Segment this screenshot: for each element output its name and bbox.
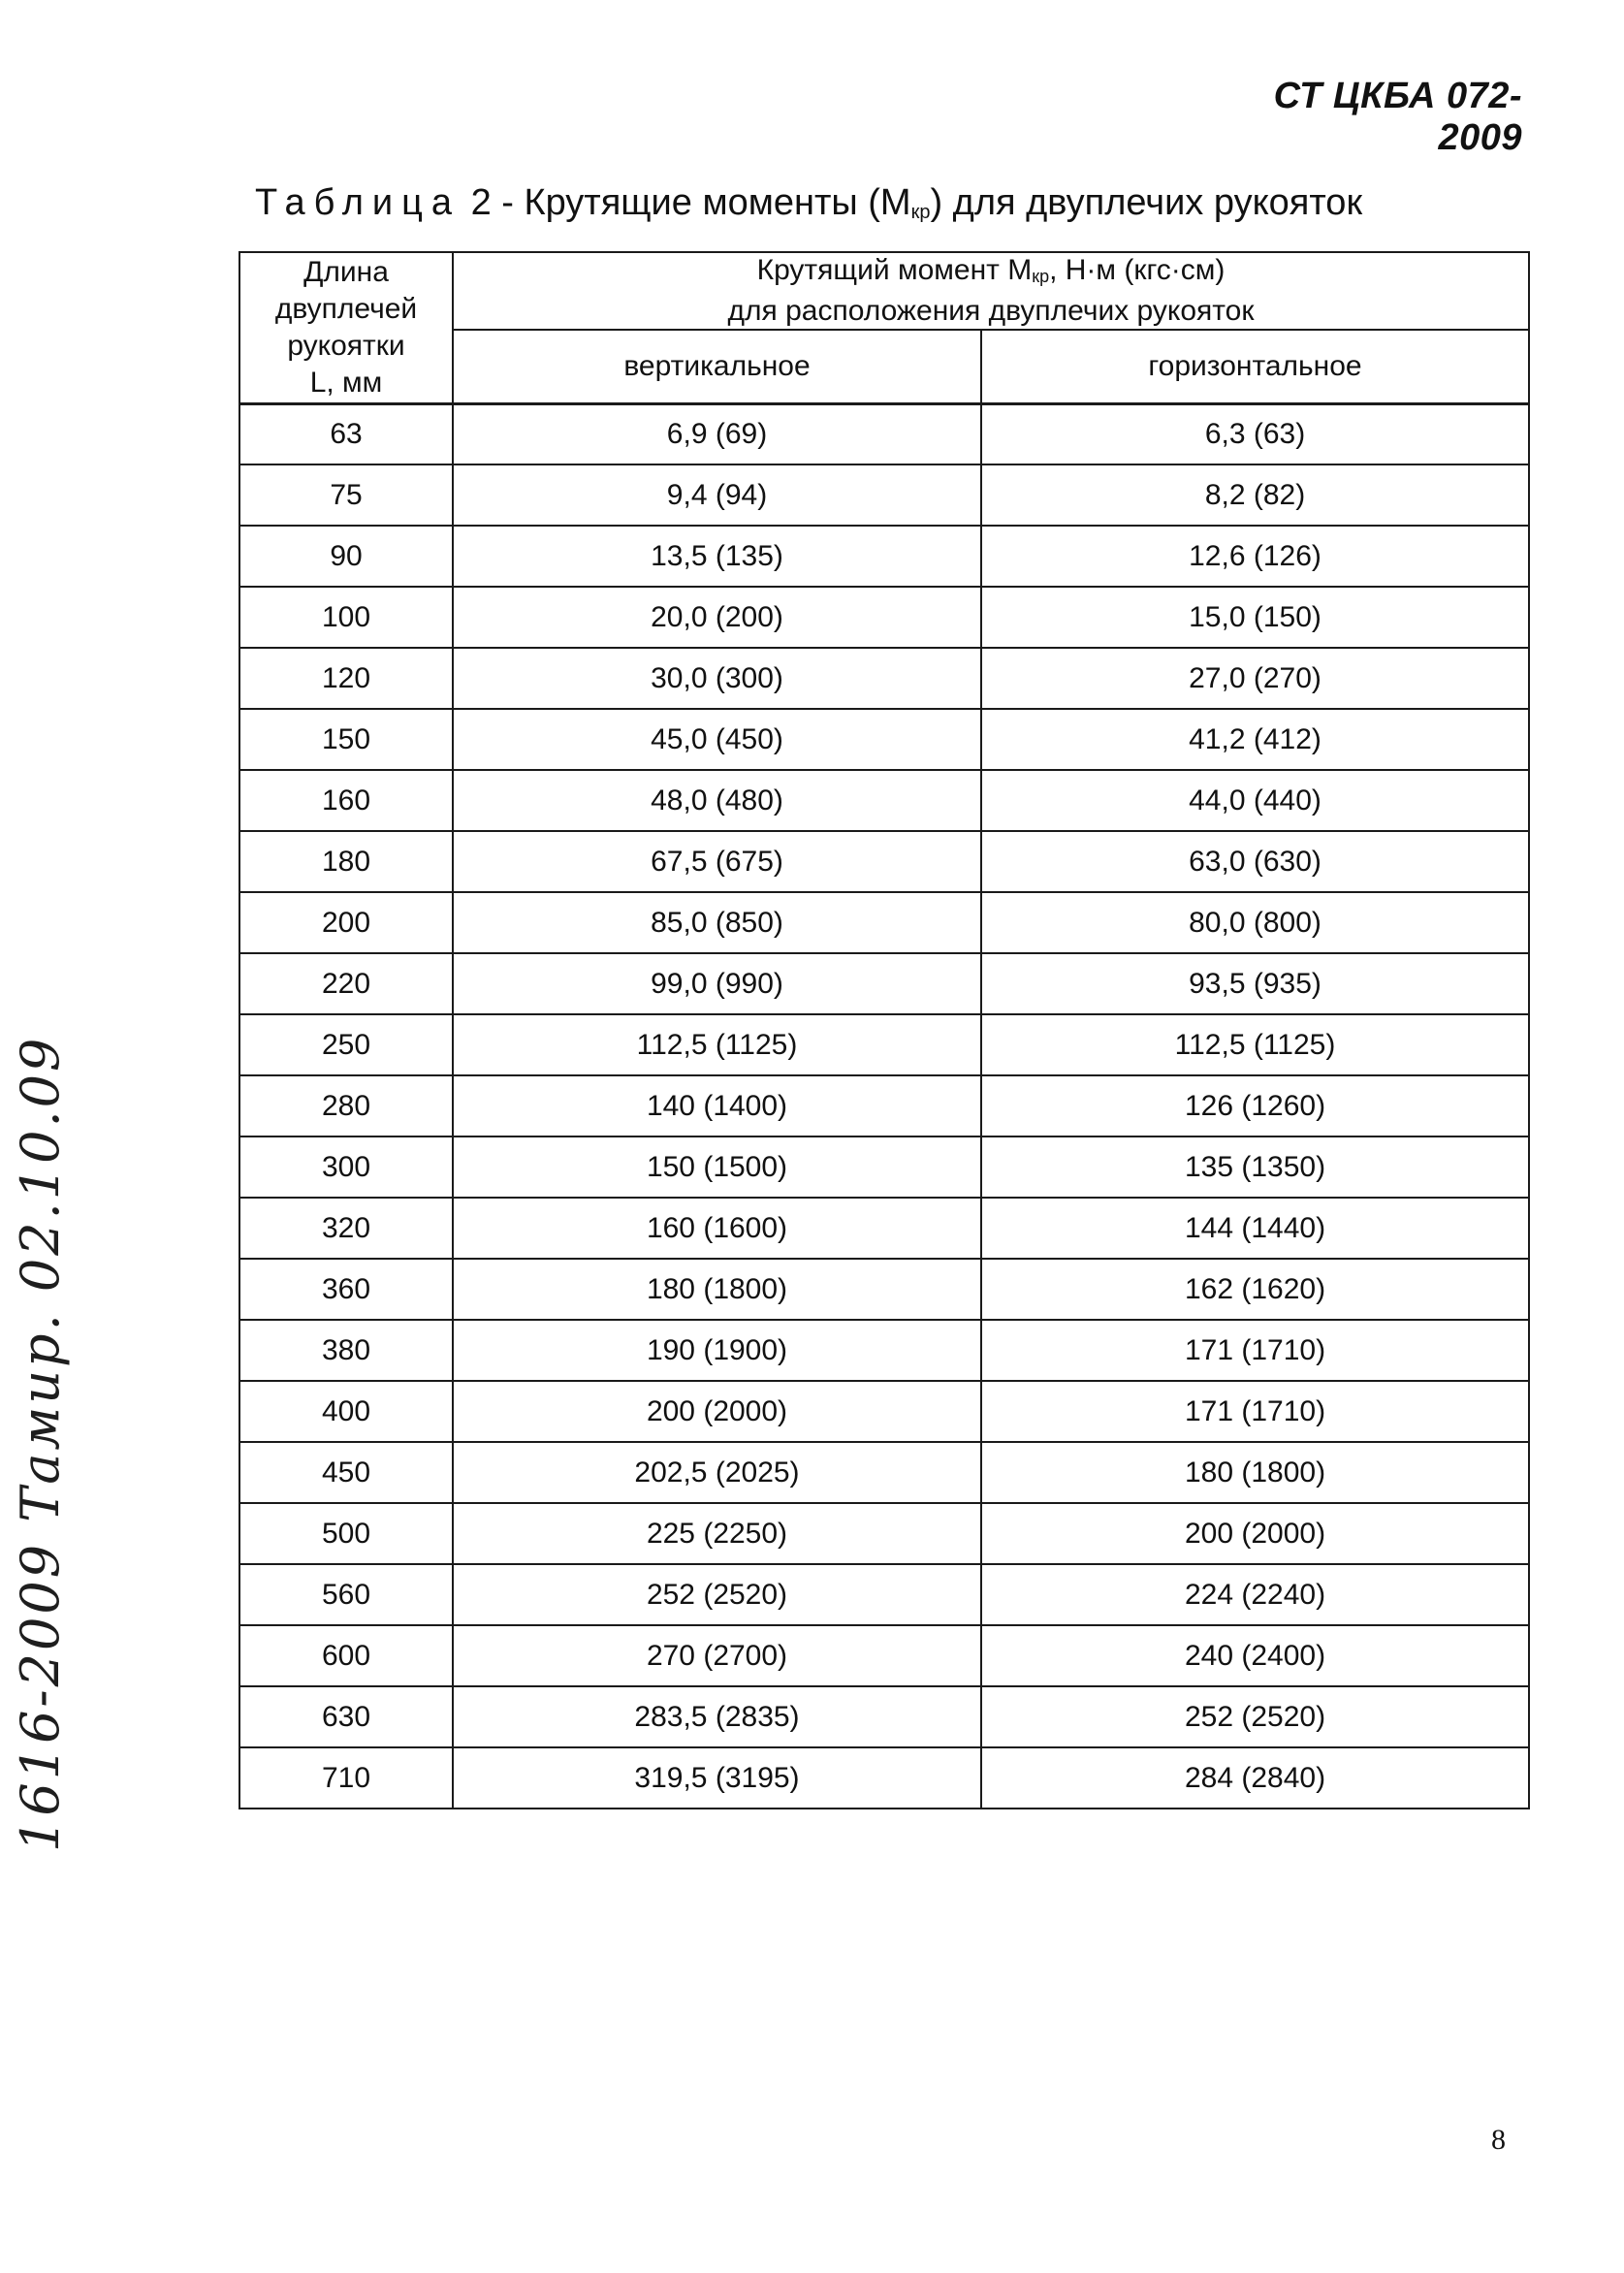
vertical-torque-cell: 252 (2520) [453,1564,981,1625]
table-row [239,709,1529,770]
length-cell: 380 [239,1320,453,1381]
length-cell: 280 [239,1075,453,1136]
horizontal-torque-cell: 6,3 (63) [981,403,1529,464]
horizontal-torque-cell: 8,2 (82) [981,464,1529,526]
table-row [239,1381,1529,1442]
horizontal-torque-cell: 93,5 (935) [981,953,1529,1014]
table-row [239,1564,1529,1625]
vertical-torque-cell: 200 (2000) [453,1381,981,1442]
torque-group-header: Крутящий момент $М_{кр}$, Н·м (кгс·см) для расположения двуплечих рукояток [453,252,1529,330]
horizontal-torque-cell: 27,0 (270) [981,648,1529,709]
length-cell: 710 [239,1747,453,1809]
vertical-torque-cell: 270 (2700) [453,1625,981,1686]
vertical-torque-cell: 85,0 (850) [453,892,981,953]
vertical-torque-cell: 140 (1400) [453,1075,981,1136]
table-row [239,1686,1529,1747]
table-row [239,648,1529,709]
horizontal-torque-cell: 126 (1260) [981,1075,1529,1136]
length-cell: 500 [239,1503,453,1564]
length-cell: 300 [239,1136,453,1198]
vertical-torque-cell: 30,0 (300) [453,648,981,709]
length-cell: 360 [239,1259,453,1320]
table-row [239,464,1529,526]
vertical-torque-cell: 180 (1800) [453,1259,981,1320]
horizontal-torque-cell: 144 (1440) [981,1198,1529,1259]
length-cell: 200 [239,892,453,953]
document-code: СТ ЦКБА 072-2009 [1273,76,1522,158]
vertical-torque-cell: 45,0 (450) [453,709,981,770]
page-number: 8 [1491,2124,1506,2156]
horizontal-torque-cell: 112,5 (1125) [981,1014,1529,1075]
table-title-lead: Таблица [255,182,461,223]
horizontal-torque-cell: 80,0 (800) [981,892,1529,953]
length-cell: 90 [239,526,453,587]
table-title [255,182,1362,224]
vertical-torque-cell: 6,9 (69) [453,403,981,464]
table-row [239,831,1529,892]
length-cell: 150 [239,709,453,770]
vertical-torque-cell: 48,0 (480) [453,770,981,831]
table-row [239,403,1529,464]
table-row [239,1747,1529,1809]
vertical-torque-cell: 160 (1600) [453,1198,981,1259]
table-row [239,1503,1529,1564]
vertical-torque-cell: 67,5 (675) [453,831,981,892]
length-cell: 180 [239,831,453,892]
table-row [239,1075,1529,1136]
horizontal-torque-cell: 12,6 (126) [981,526,1529,587]
horizontal-torque-cell: 240 (2400) [981,1625,1529,1686]
horizontal-torque-cell: 162 (1620) [981,1259,1529,1320]
length-cell: 450 [239,1442,453,1503]
vertical-torque-cell: 99,0 (990) [453,953,981,1014]
vertical-torque-cell: 9,4 (94) [453,464,981,526]
vertical-torque-cell: 150 (1500) [453,1136,981,1198]
horizontal-torque-cell: 63,0 (630) [981,831,1529,892]
length-cell: 120 [239,648,453,709]
length-cell: 630 [239,1686,453,1747]
handwritten-stamp-text: 1616-2009 Тамир. 02.10.09 [10,1035,71,1852]
table-row [239,587,1529,648]
length-cell: 220 [239,953,453,1014]
table-row [239,1320,1529,1381]
horizontal-torque-cell: 180 (1800) [981,1442,1529,1503]
horizontal-torque-cell: 135 (1350) [981,1136,1529,1198]
horizontal-torque-cell: 171 (1710) [981,1320,1529,1381]
length-cell: 250 [239,1014,453,1075]
vertical-torque-cell: 190 (1900) [453,1320,981,1381]
length-cell: 100 [239,587,453,648]
horizontal-torque-cell: 284 (2840) [981,1747,1529,1809]
table-row [239,953,1529,1014]
vertical-torque-cell: 20,0 (200) [453,587,981,648]
horizontal-column-header: горизонтальное [981,330,1529,403]
length-cell: 320 [239,1198,453,1259]
table-row [239,1625,1529,1686]
table-row [239,1014,1529,1075]
horizontal-torque-cell: 252 (2520) [981,1686,1529,1747]
table-row [239,1136,1529,1198]
length-cell: 400 [239,1381,453,1442]
horizontal-torque-cell: 171 (1710) [981,1381,1529,1442]
vertical-torque-cell: 225 (2250) [453,1503,981,1564]
table-row [239,770,1529,831]
vertical-torque-cell: 13,5 (135) [453,526,981,587]
length-cell: 560 [239,1564,453,1625]
horizontal-torque-cell: 15,0 (150) [981,587,1529,648]
length-cell: 63 [239,403,453,464]
length-cell: 75 [239,464,453,526]
table-title-subscript: кр [910,202,931,223]
table-row [239,526,1529,587]
table-title-rest: ) для двуплечих рукояток [930,182,1363,223]
vertical-torque-cell: 283,5 (2835) [453,1686,981,1747]
table-row [239,1442,1529,1503]
length-column-header: Длина двуплечей рукоятки L, мм [239,252,453,403]
vertical-column-header: вертикальное [453,330,981,403]
horizontal-torque-cell: 41,2 (412) [981,709,1529,770]
table-row [239,1259,1529,1320]
horizontal-torque-cell: 44,0 (440) [981,770,1529,831]
table-title-number: 2 - Крутящие моменты (М [470,182,911,223]
vertical-torque-cell: 319,5 (3195) [453,1747,981,1809]
horizontal-torque-cell: 224 (2240) [981,1564,1529,1625]
vertical-torque-cell: 112,5 (1125) [453,1014,981,1075]
horizontal-torque-cell: 200 (2000) [981,1503,1529,1564]
vertical-torque-cell: 202,5 (2025) [453,1442,981,1503]
table-row [239,892,1529,953]
length-cell: 160 [239,770,453,831]
table-row [239,1198,1529,1259]
table-body [239,403,1529,1809]
handwritten-stamp [10,1036,71,1852]
torque-table [239,251,1530,1809]
length-cell: 600 [239,1625,453,1686]
